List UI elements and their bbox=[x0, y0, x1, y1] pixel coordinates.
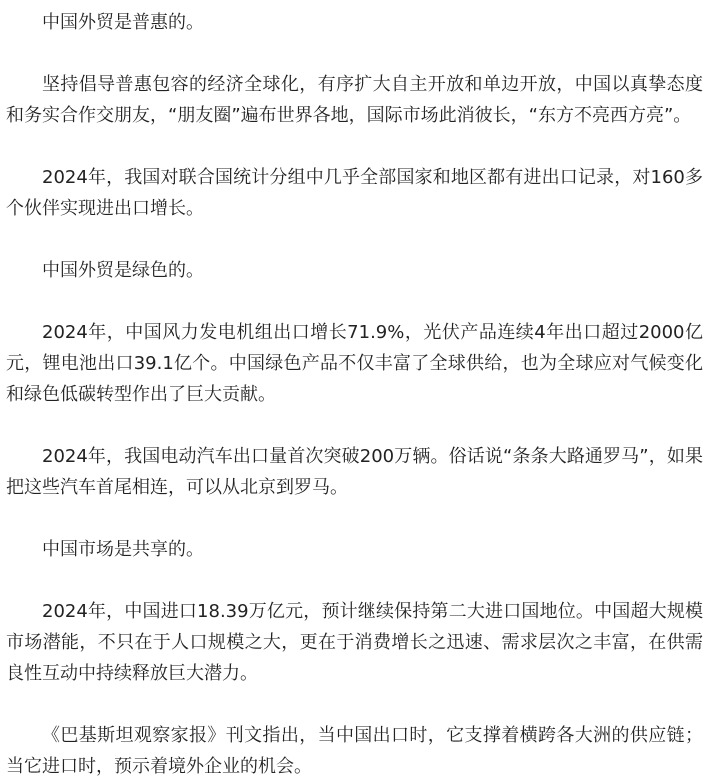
paragraph-green-exports: 2024年，中国风力发电机组出口增长71.9%，光伏产品连续4年出口超过2000亿元，锂电池出口39.1亿个。中国绿色产品不仅丰富了全球供给，也为全球应对气候变化和绿色低碳转型作出了巨大贡献。 bbox=[6, 322, 703, 405]
paragraph-heading-shared: 中国市场是共享的。 bbox=[42, 539, 204, 560]
paragraph-heading-green: 中国外贸是绿色的。 bbox=[42, 260, 204, 281]
paragraph-imports: 2024年，中国进口18.39万亿元，预计继续保持第二大进口国地位。中国超大规模市场潜能，不只在于人口规模之大，更在于消费增长之迅速、需求层次之丰富，在供需良性互动中持续释放巨大潜力。 bbox=[6, 601, 703, 684]
paragraph-inclusive-globalization: 坚持倡导普惠包容的经济全球化，有序扩大自主开放和单边开放，中国以真挚态度和务实合作交朋友，“朋友圈”遍布世界各地，国际市场此消彼长，“东方不亮西方亮”。 bbox=[6, 74, 703, 126]
paragraph-electric-vehicles: 2024年，我国电动汽车出口量首次突破200万辆。俗话说“条条大路通罗马”，如果把这些汽车首尾相连，可以从北京到罗马。 bbox=[6, 446, 703, 498]
paragraph-pakistan-observer: 《巴基斯坦观察家报》刊文指出，当中国出口时，它支撑着横跨各大洲的供应链；当它进口时，预示着境外企业的机会。 bbox=[6, 725, 703, 777]
paragraph-trade-partners: 2024年，我国对联合国统计分组中几乎全部国家和地区都有进出口记录，对160多个伙伴实现进出口增长。 bbox=[6, 167, 703, 219]
paragraph-heading-inclusive: 中国外贸是普惠的。 bbox=[42, 12, 204, 33]
